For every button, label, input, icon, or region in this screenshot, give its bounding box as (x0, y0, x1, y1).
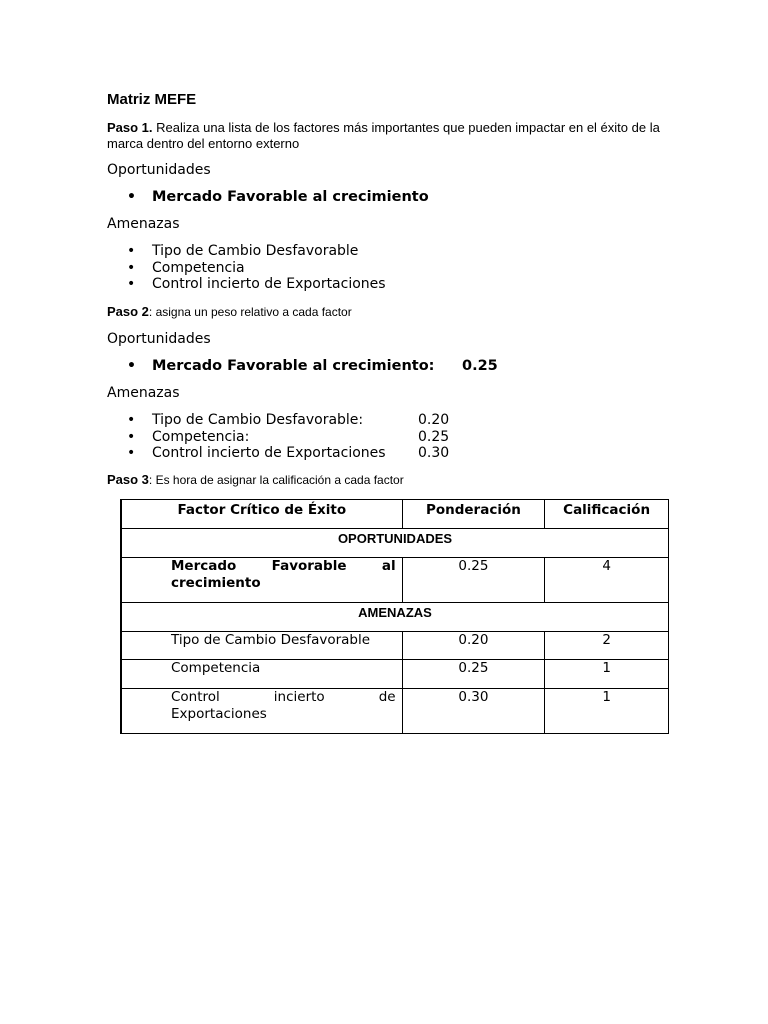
factor-weight: 0.30 (418, 445, 450, 461)
weight-cell: 0.20 (402, 632, 545, 660)
list-item (107, 412, 450, 429)
threats-list-1 (107, 243, 386, 293)
list-item: • Competencia (107, 260, 386, 277)
document-title: Matriz MEFE (107, 91, 197, 108)
step-1-paragraph (107, 120, 677, 152)
threats-weights-list (107, 412, 450, 462)
rating-cell: 2 (545, 632, 669, 660)
factor-label: Tipo de Cambio Desfavorable: (152, 412, 364, 428)
table-row (121, 660, 669, 689)
table-row (121, 689, 669, 734)
factor-label: Competencia: (152, 428, 250, 445)
opportunities-section-row (121, 529, 669, 558)
header-rating: Calificación (545, 500, 669, 529)
weight-cell: 0.30 (402, 689, 545, 734)
step-1-text: Realiza una lista de los factores más importantes que pueden impactar en el éxito de la marca dentro del entorno externo (107, 120, 660, 151)
list-item: • Mercado Favorable al crecimiento (107, 189, 429, 206)
weight-cell: 0.25 (402, 660, 545, 689)
section-label: AMENAZAS (121, 603, 669, 632)
factor-cell: Mercado Favorable al crecimiento (121, 558, 402, 603)
opportunities-heading-1: Oportunidades (107, 162, 211, 178)
rating-cell: 1 (545, 689, 669, 734)
factor-cell: Tipo de Cambio Desfavorable (121, 632, 402, 660)
list-item (107, 428, 450, 446)
header-factor: Factor Crítico de Éxito (121, 500, 402, 529)
opportunities-list-1 (107, 189, 429, 206)
step-3-paragraph (107, 472, 404, 488)
factor-weight: 0.25 (462, 358, 498, 374)
list-item (107, 445, 450, 462)
weight-cell: 0.25 (402, 558, 545, 603)
header-weight: Ponderación (402, 500, 545, 529)
factor-cell: Competencia (121, 660, 402, 689)
table-header-row (121, 500, 669, 529)
factor-weight: 0.25 (418, 428, 450, 445)
threats-heading-2: Amenazas (107, 385, 180, 401)
mefe-matrix-table (120, 499, 669, 734)
opportunities-weights-list (107, 358, 498, 375)
factor-weight: 0.20 (418, 412, 450, 428)
threats-heading-1: Amenazas (107, 216, 180, 232)
step-2-paragraph (107, 304, 352, 320)
rating-cell: 4 (545, 558, 669, 603)
opportunities-heading-2: Oportunidades (107, 331, 211, 347)
factor-label: Mercado Favorable al crecimiento: (152, 358, 435, 374)
rating-cell: 1 (545, 660, 669, 689)
table-row (121, 632, 669, 660)
step-3-label: Paso 3 (107, 472, 149, 487)
list-item: • Tipo de Cambio Desfavorable (107, 243, 386, 260)
factor-label: Control incierto de Exportaciones (152, 445, 386, 461)
threats-section-row (121, 603, 669, 632)
table-row (121, 558, 669, 603)
section-label: OPORTUNIDADES (121, 529, 669, 558)
list-item (107, 358, 498, 375)
list-item: • Control incierto de Exportaciones (107, 276, 386, 293)
step-2-text: : asigna un peso relativo a cada factor (148, 305, 352, 319)
step-1-label: Paso 1. (107, 120, 153, 135)
factor-cell: Control incierto de Exportaciones (121, 689, 402, 734)
step-2-label: Paso 2 (107, 304, 149, 319)
step-3-text: : Es hora de asignar la calificación a cada factor (148, 473, 404, 487)
